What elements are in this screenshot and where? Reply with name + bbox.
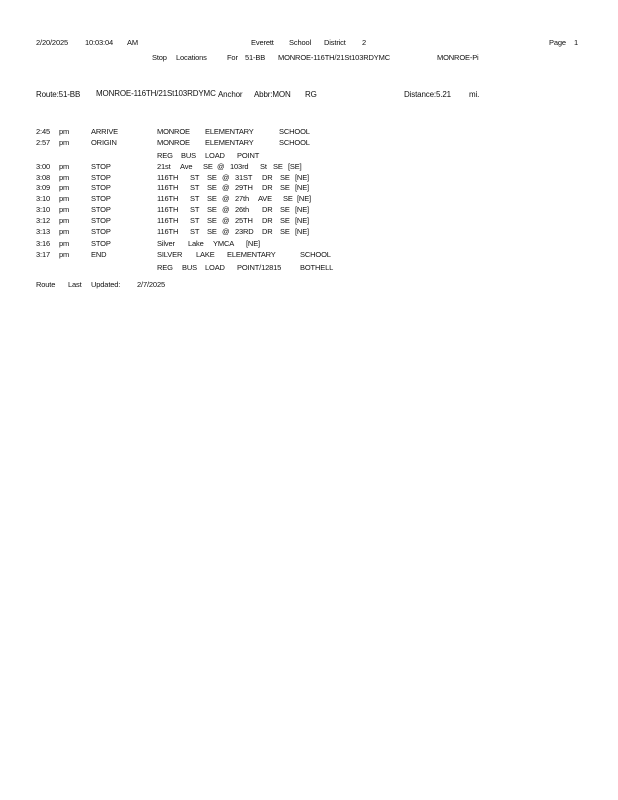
stop-location-word: SILVER bbox=[157, 250, 183, 259]
stop-location-word: @ bbox=[222, 173, 230, 182]
stop-ampm: pm bbox=[59, 239, 70, 248]
stop-location-word: ST bbox=[190, 183, 200, 192]
stop-time: 3:12 bbox=[36, 216, 50, 225]
stop-location-word: BOTHELL bbox=[300, 263, 334, 272]
anchor-label: Anchor bbox=[218, 90, 243, 99]
stop-location-word: MONROE bbox=[157, 127, 190, 136]
stop-location-word: SE bbox=[207, 183, 217, 192]
stop-type: STOP bbox=[91, 183, 111, 192]
stop-location-word: ST bbox=[190, 194, 200, 203]
stop-location-word: SE bbox=[280, 227, 290, 236]
stop-type: STOP bbox=[91, 194, 111, 203]
stop-location-word: SCHOOL bbox=[279, 127, 310, 136]
stop-location-word: SE bbox=[207, 194, 217, 203]
district-word: District bbox=[324, 38, 346, 47]
stop-ampm: pm bbox=[59, 227, 70, 236]
stop-location-word: 29TH bbox=[235, 183, 253, 192]
stop-location-word: AVE bbox=[258, 194, 273, 203]
district-word: School bbox=[289, 38, 312, 47]
stop-type: STOP bbox=[91, 205, 111, 214]
stop-location-word: St bbox=[260, 162, 267, 171]
stop-location-word: ST bbox=[190, 173, 200, 182]
stop-ampm: pm bbox=[59, 162, 70, 171]
stop-type: STOP bbox=[91, 216, 111, 225]
stop-location-word: LAKE bbox=[196, 250, 215, 259]
stop-location-word: [NE] bbox=[295, 227, 309, 236]
stop-time: 3:08 bbox=[36, 173, 50, 182]
subtitle-word: Stop bbox=[152, 53, 167, 62]
stop-location-word: @ bbox=[222, 194, 230, 203]
stop-location-word: BUS bbox=[181, 151, 196, 160]
district-word: 2 bbox=[362, 38, 367, 47]
distance: Distance:5.21 bbox=[404, 90, 451, 99]
subtitle-word: MONROE-116TH/21St103RDYMC bbox=[278, 53, 390, 62]
stop-location-word: SE bbox=[207, 173, 217, 182]
stop-location-word: 21st bbox=[157, 162, 171, 171]
stop-time: 2:57 bbox=[36, 138, 50, 147]
stop-location-word: [NE] bbox=[295, 173, 309, 182]
stop-location-word: [NE] bbox=[295, 205, 309, 214]
stop-ampm: pm bbox=[59, 216, 70, 225]
stop-location-word: 26th bbox=[235, 205, 249, 214]
stop-type: ARRIVE bbox=[91, 127, 119, 136]
route-name: MONROE-116TH/21St103RDYMC bbox=[96, 89, 216, 98]
stop-location-word: 27th bbox=[235, 194, 249, 203]
stop-location-word: ST bbox=[190, 227, 200, 236]
distance-unit: mi. bbox=[469, 90, 480, 99]
footer-word: Last bbox=[68, 280, 82, 289]
stop-location-word: ST bbox=[190, 216, 200, 225]
stop-ampm: pm bbox=[59, 183, 70, 192]
stop-location-word: SE bbox=[273, 162, 283, 171]
stop-location-word: BUS bbox=[182, 263, 197, 272]
stop-type: STOP bbox=[91, 227, 111, 236]
stop-time: 3:13 bbox=[36, 227, 50, 236]
stop-location-word: ST bbox=[190, 205, 200, 214]
stop-location-word: SE bbox=[207, 216, 217, 225]
stop-location-word: SE bbox=[280, 183, 290, 192]
stop-location-word: Silver bbox=[157, 239, 175, 248]
stop-location-word: SE bbox=[207, 205, 217, 214]
stop-location-word: SE bbox=[280, 216, 290, 225]
stop-location-word: SE bbox=[280, 173, 290, 182]
stop-location-word: 25TH bbox=[235, 216, 253, 225]
stop-location-word: YMCA bbox=[213, 239, 235, 248]
stop-time: 3:16 bbox=[36, 239, 50, 248]
stop-time: 3:09 bbox=[36, 183, 50, 192]
stop-location-word: 31ST bbox=[235, 173, 253, 182]
stop-location-word: REG bbox=[157, 263, 173, 272]
stop-location-word: ELEMENTARY bbox=[205, 127, 254, 136]
subtitle-word: 51-BB bbox=[245, 53, 266, 62]
stop-location-word: Lake bbox=[188, 239, 204, 248]
stop-location-word: DR bbox=[262, 183, 273, 192]
stop-location-word: [NE] bbox=[295, 183, 309, 192]
stop-location-word: MONROE bbox=[157, 138, 190, 147]
stop-location-word: DR bbox=[262, 205, 273, 214]
stop-ampm: pm bbox=[59, 205, 70, 214]
stop-type: ORIGIN bbox=[91, 138, 117, 147]
subtitle-word: Locations bbox=[176, 53, 207, 62]
stop-location-word: @ bbox=[222, 205, 230, 214]
stop-location-word: @ bbox=[222, 227, 230, 236]
stop-location-word: ELEMENTARY bbox=[205, 138, 254, 147]
stop-ampm: pm bbox=[59, 250, 70, 259]
stop-location-word: SE bbox=[280, 205, 290, 214]
stop-location-word: SE bbox=[283, 194, 293, 203]
footer-word: Route bbox=[36, 280, 56, 289]
district-word: Everett bbox=[251, 38, 274, 47]
stop-location-word: @ bbox=[222, 183, 230, 192]
stop-time: 3:10 bbox=[36, 194, 50, 203]
stop-location-word: LOAD bbox=[205, 263, 225, 272]
subtitle-word: For bbox=[227, 53, 238, 62]
stop-time: 3:17 bbox=[36, 250, 50, 259]
stop-location-word: SE bbox=[207, 227, 217, 236]
rg: RG bbox=[305, 90, 317, 99]
stop-location-word: @ bbox=[222, 216, 230, 225]
stop-ampm: pm bbox=[59, 173, 70, 182]
stop-location-word: 116TH bbox=[157, 205, 179, 214]
stop-ampm: pm bbox=[59, 127, 70, 136]
stop-location-word: POINT bbox=[237, 151, 260, 160]
stop-location-word: REG bbox=[157, 151, 173, 160]
stop-location-word: 23RD bbox=[235, 227, 254, 236]
stop-location-word: [NE] bbox=[246, 239, 260, 248]
stop-type: STOP bbox=[91, 239, 111, 248]
page-number: 1 bbox=[574, 38, 579, 47]
stop-location-word: DR bbox=[262, 216, 273, 225]
page-label: Page bbox=[549, 38, 566, 47]
stop-ampm: pm bbox=[59, 194, 70, 203]
route-id: Route:51-BB bbox=[36, 90, 81, 99]
stop-location-word: [NE] bbox=[295, 216, 309, 225]
stop-time: 2:45 bbox=[36, 127, 50, 136]
footer-word: Updated: bbox=[91, 280, 121, 289]
report-time: 10:03:04 bbox=[85, 38, 113, 47]
stop-location-word: LOAD bbox=[205, 151, 225, 160]
report-date: 2/20/2025 bbox=[36, 38, 69, 47]
stop-location-word: DR bbox=[262, 173, 273, 182]
stop-location-word: 116TH bbox=[157, 216, 179, 225]
stop-location-word: 103rd bbox=[230, 162, 249, 171]
stop-time: 3:00 bbox=[36, 162, 50, 171]
stop-location-word: 116TH bbox=[157, 173, 179, 182]
stop-location-word: 116TH bbox=[157, 183, 179, 192]
stop-type: STOP bbox=[91, 162, 111, 171]
report-ampm: AM bbox=[127, 38, 138, 47]
stop-location-word: [NE] bbox=[297, 194, 311, 203]
stop-type: END bbox=[91, 250, 107, 259]
stop-location-word: [SE] bbox=[288, 162, 302, 171]
stop-location-word: SCHOOL bbox=[279, 138, 310, 147]
stop-location-word: 116TH bbox=[157, 227, 179, 236]
stop-location-word: Ave bbox=[180, 162, 193, 171]
abbr: Abbr:MON bbox=[254, 90, 291, 99]
stop-type: STOP bbox=[91, 173, 111, 182]
stop-location-word: ELEMENTARY bbox=[227, 250, 276, 259]
stop-location-word: SE bbox=[203, 162, 213, 171]
stop-location-word: 116TH bbox=[157, 194, 179, 203]
stop-time: 3:10 bbox=[36, 205, 50, 214]
stop-location-word: @ bbox=[217, 162, 225, 171]
stop-location-word: DR bbox=[262, 227, 273, 236]
stop-location-word: SCHOOL bbox=[300, 250, 331, 259]
stop-location-word: POINT/12815 bbox=[237, 263, 282, 272]
subtitle-right: MONROE-Pi bbox=[437, 53, 479, 62]
stop-ampm: pm bbox=[59, 138, 70, 147]
footer-date: 2/7/2025 bbox=[137, 280, 165, 289]
